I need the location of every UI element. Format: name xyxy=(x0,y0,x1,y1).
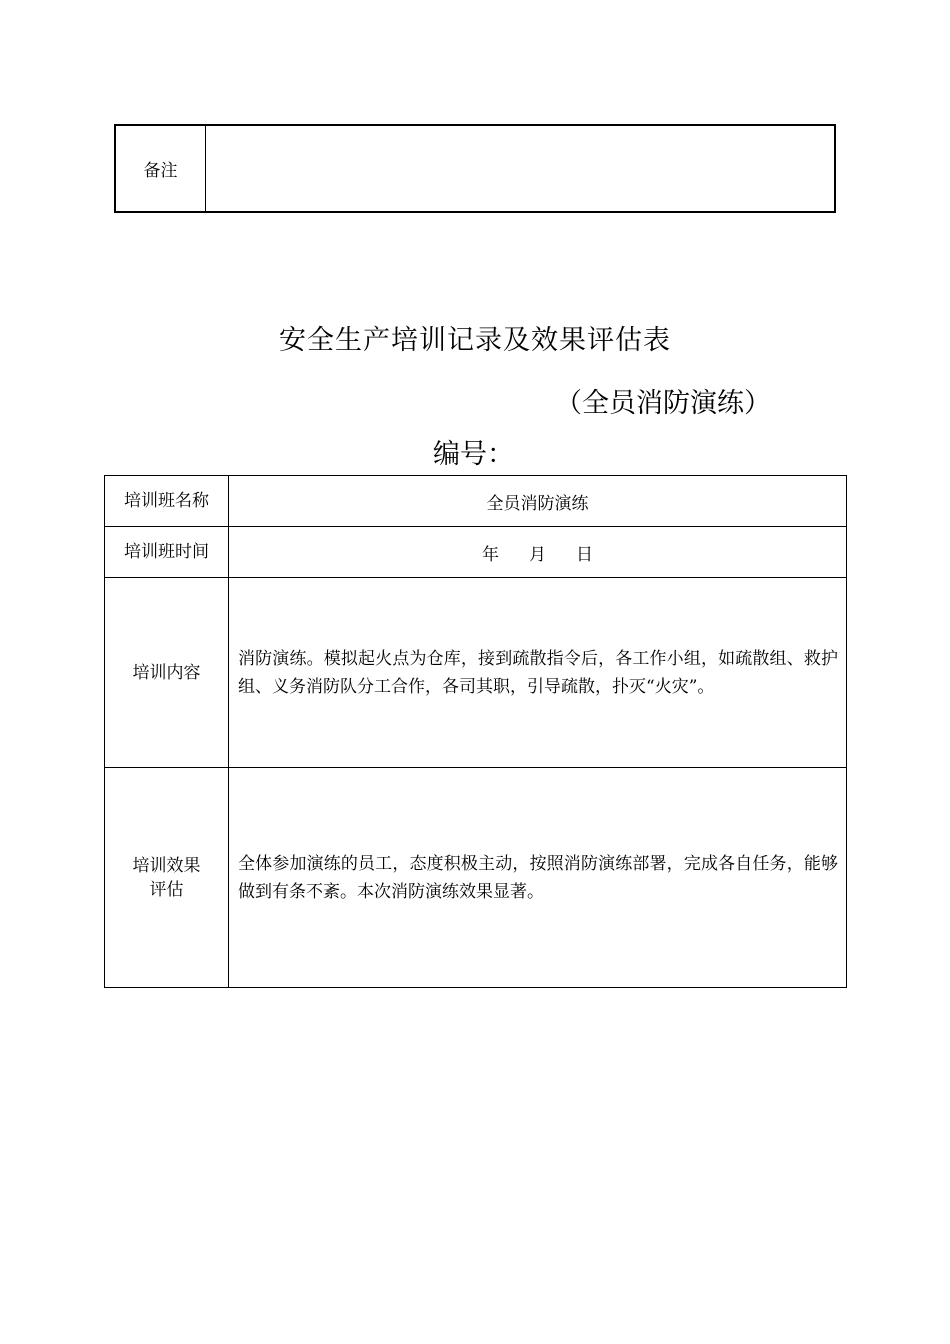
effect-eval-label xyxy=(105,768,229,988)
remarks-table xyxy=(114,124,836,213)
effect-eval-value: 全体参加演练的员工，态度积极主动，按照消防演练部署，完成各自任务，能够做到有条不紊。本次消防演练效果显著。 xyxy=(229,768,847,988)
date-month-label: 月 xyxy=(529,544,546,565)
serial-label: 编号： xyxy=(433,439,514,470)
class-name-value: 全员消防演练 xyxy=(229,476,847,527)
table-row xyxy=(105,527,847,578)
table-row xyxy=(105,768,847,988)
date-day-label: 日 xyxy=(576,544,593,565)
class-time-label: 培训班时间 xyxy=(105,527,229,578)
effect-eval-label-line1: 培训效果 xyxy=(132,855,201,876)
page-subtitle: （全员消防演练） xyxy=(555,388,771,419)
remarks-value xyxy=(206,126,834,211)
date-year-label: 年 xyxy=(482,544,499,565)
page-title: 安全生产培训记录及效果评估表 xyxy=(279,325,671,356)
content-value: 消防演练。模拟起火点为仓库，接到疏散指令后，各工作小组，如疏散组、救护组、义务消防队分工合作，各司其职，引导疏散，扑灭“火灾”。 xyxy=(229,578,847,768)
serial-number xyxy=(433,432,524,471)
class-time-value xyxy=(229,527,847,578)
class-name-label: 培训班名称 xyxy=(105,476,229,527)
table-row xyxy=(105,476,847,527)
remarks-label: 备注 xyxy=(116,126,206,211)
content-label: 培训内容 xyxy=(105,578,229,768)
table-row xyxy=(105,578,847,768)
training-record-table xyxy=(104,475,847,988)
effect-eval-label-line2: 评估 xyxy=(149,879,184,900)
